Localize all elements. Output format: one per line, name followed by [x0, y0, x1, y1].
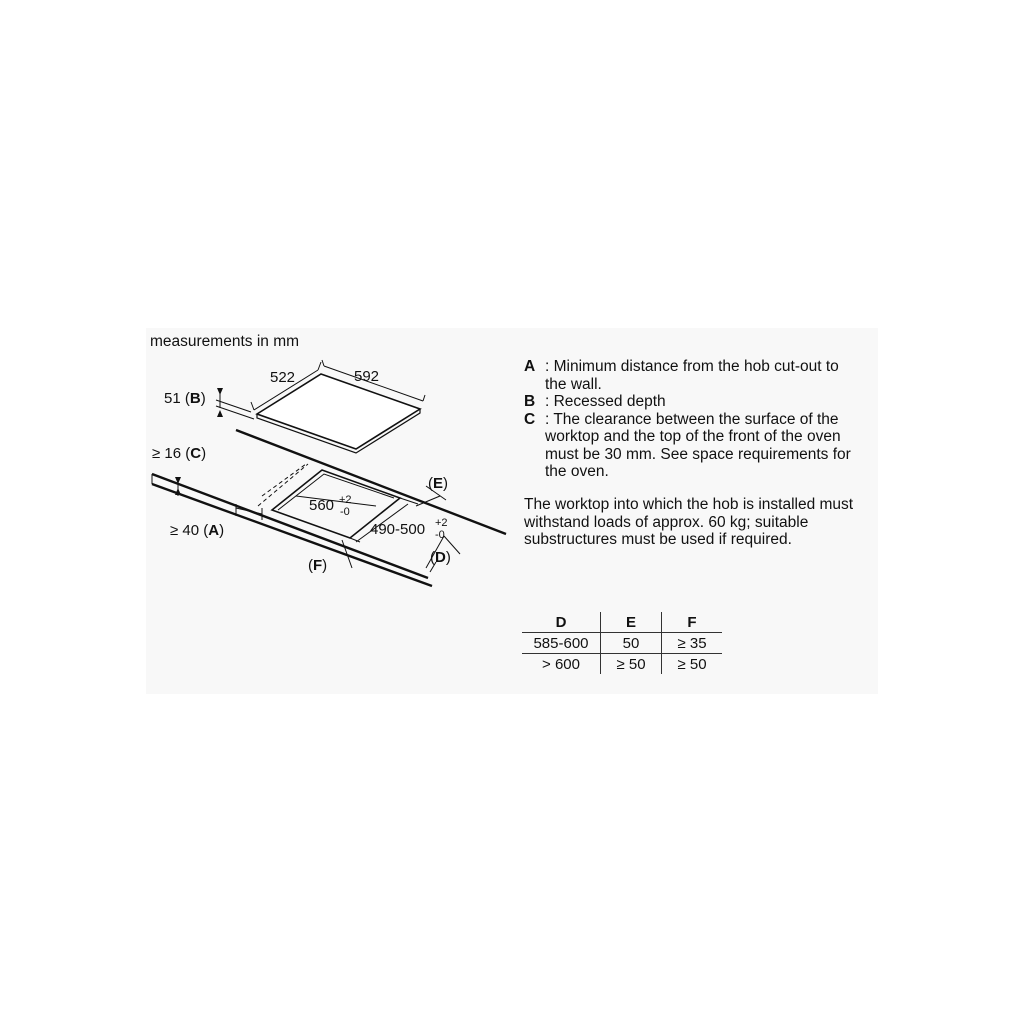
table-cell: ≥ 50 [601, 654, 662, 675]
legend-item-a [524, 358, 864, 393]
table-cell: ≥ 35 [662, 633, 723, 654]
label-490-500-minus: -0 [435, 529, 445, 541]
table-header: F [662, 612, 723, 633]
legend-item-b [524, 393, 864, 411]
legend-key: C [524, 410, 536, 428]
label-490-500-plus: +2 [435, 517, 448, 529]
table-row [522, 654, 722, 675]
clearance-table [522, 612, 722, 674]
label-51-b: 51 (B) [164, 390, 206, 407]
measurements-title: measurements in mm [150, 333, 300, 350]
label-522: 522 [270, 369, 296, 386]
label-592: 592 [354, 368, 380, 385]
table-header: D [522, 612, 601, 633]
legend-text: : Recessed depth [545, 393, 666, 410]
label-490-500: 490-500 [370, 521, 426, 538]
label-560-minus: -0 [340, 506, 350, 518]
table-cell: > 600 [542, 655, 580, 673]
worktop-load-note: The worktop into which the hob is installed must withstand loads of approx. 60 kg; suitable substructures must be used if required. [524, 496, 854, 548]
dim-line-560 [296, 496, 376, 506]
table-row [522, 633, 722, 654]
label-40-a: ≥ 40 (A) [170, 522, 225, 539]
table-header: E [601, 612, 662, 633]
dim-line-40 [236, 508, 262, 514]
label-f: (F) [308, 557, 328, 574]
label-d: (D) [430, 549, 451, 566]
legend-text: : Minimum distance from the hob cut-out to the wall. [545, 358, 839, 393]
legend-key: B [524, 393, 536, 410]
table-cell: 585-600 [522, 633, 601, 654]
installation-panel [146, 328, 878, 694]
label-560: 560 [309, 497, 335, 514]
installation-diagram [146, 328, 516, 694]
label-16-c: ≥ 16 (C) [152, 445, 207, 462]
label-e: (E) [428, 475, 449, 492]
table-cell: ≥ 50 [662, 654, 723, 675]
label-560-plus: +2 [339, 494, 352, 506]
legend [524, 358, 864, 481]
legend-item-c [524, 411, 864, 481]
worktop-back-edge [236, 430, 506, 534]
legend-key: A [524, 358, 536, 375]
legend-text: : The clearance between the surface of the worktop and the top of the front of the oven must be 30 mm. See space requirements for the oven. [545, 410, 851, 480]
table-cell: 50 [601, 633, 662, 654]
table-header-row [522, 612, 722, 633]
